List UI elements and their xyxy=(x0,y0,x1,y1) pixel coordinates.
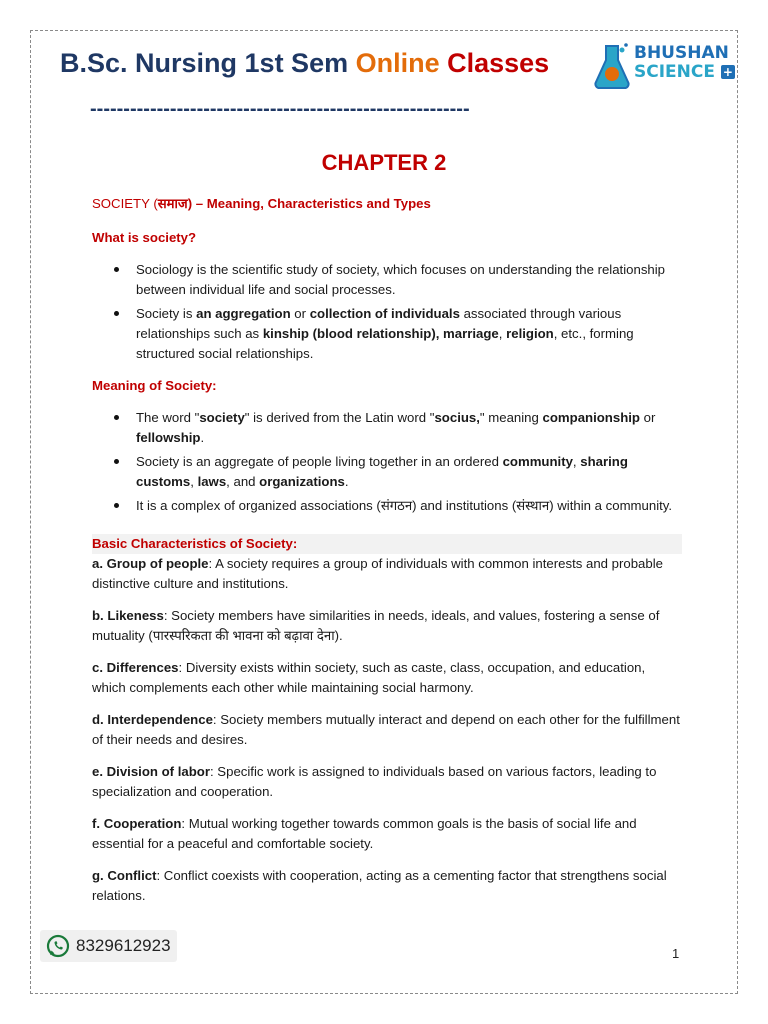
page-number: 1 xyxy=(672,946,680,961)
characteristic-item: f. Cooperation: Mutual working together towards common goals is the basis of social life and essential for a peaceful and comfortable society. xyxy=(92,816,637,851)
header-part-online: Online xyxy=(355,48,440,78)
header-divider: --------------------------------------------------------- xyxy=(90,98,470,120)
logo-text xyxy=(634,44,735,82)
header-part-1: B.Sc. Nursing 1st Sem xyxy=(60,48,356,78)
characteristics-list xyxy=(92,554,682,906)
bhushan-science-logo xyxy=(592,40,732,96)
header-part-classes: Classes xyxy=(439,48,550,78)
characteristic-item: a. Group of people: A society requires a group of individuals with common interests and probable distinctive culture and institutions. xyxy=(92,556,663,591)
whatsapp-contact[interactable] xyxy=(40,930,177,962)
characteristic-item: e. Division of labor: Specific work is assigned to individuals based on various factors, leading to specialization and cooperation. xyxy=(92,764,657,799)
whatsapp-icon xyxy=(46,934,70,958)
list-item: Sociology is the scientific study of society, which focuses on understanding the relationship between individual life and social processes. xyxy=(92,260,682,300)
page-header-title xyxy=(60,48,620,79)
what-is-society-list xyxy=(92,260,682,364)
topic-title: SOCIETY (समाज) – Meaning, Characteristics and Types xyxy=(92,196,431,211)
logo-plus-icon: + xyxy=(722,65,733,79)
phone-number: 8329612923 xyxy=(76,936,171,955)
meaning-heading: Meaning of Society: xyxy=(92,378,217,393)
what-is-society-heading: What is society? xyxy=(92,230,197,245)
logo-line-1: BHUSHAN xyxy=(634,43,729,63)
logo-line-2: SCIENCE + xyxy=(634,62,733,82)
characteristic-item: g. Conflict: Conflict coexists with cooperation, acting as a cementing factor that strengthens social relations. xyxy=(92,868,667,903)
list-item: The word "society" is derived from the Latin word "socius," meaning companionship or fellowship. xyxy=(92,408,682,448)
meaning-list xyxy=(92,408,682,516)
characteristic-item: c. Differences: Diversity exists within society, such as caste, class, occupation, and education, which complements each other while maintaining social harmony. xyxy=(92,660,646,695)
flask-brain-icon xyxy=(592,42,632,92)
basic-characteristics-heading: Basic Characteristics of Society: xyxy=(92,534,682,554)
list-item: Society is an aggregate of people living together in an ordered community, sharing customs, laws, and organizations. xyxy=(92,452,682,492)
document-content xyxy=(92,194,682,918)
list-item: It is a complex of organized associations (संगठन) and institutions (संस्थान) within a community. xyxy=(92,496,682,516)
chapter-heading: CHAPTER 2 xyxy=(321,150,447,175)
characteristic-item: d. Interdependence: Society members mutually interact and depend on each other for the fulfillment of their needs and desires. xyxy=(92,712,680,747)
characteristic-item: b. Likeness: Society members have similarities in needs, ideals, and values, fostering a sense of mutuality (पारस्परिकता की भावना को बढ़ावा देना). xyxy=(92,608,660,643)
list-item: Society is an aggregation or collection of individuals associated through various relationships such as kinship (blood relationship), marriage, religion, etc., forming structured social relationships. xyxy=(92,304,682,364)
